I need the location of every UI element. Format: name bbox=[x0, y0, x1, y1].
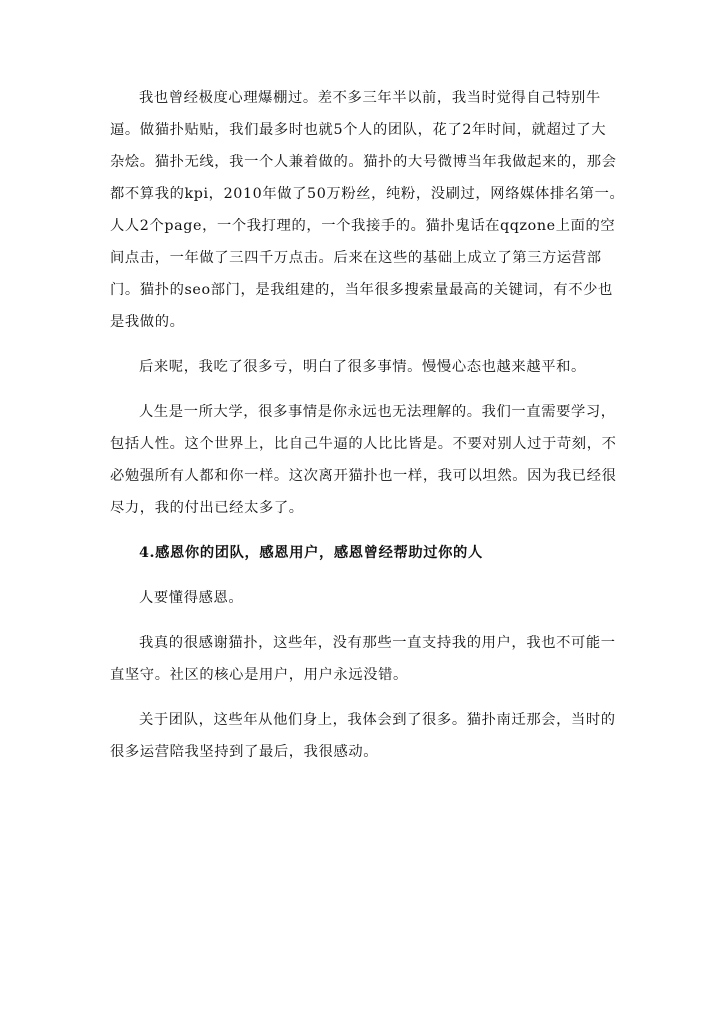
paragraph bbox=[110, 582, 614, 614]
text-line: 我真的很感谢猫扑，这些年，没有那些一直支持我的用户，我也不可能一 bbox=[139, 635, 616, 651]
text-line: 直坚守。社区的核心是用户，用户永远没错。 bbox=[110, 667, 408, 683]
text-line: 逼。做猫扑贴贴，我们最多时也就5个人的团队，花了2年时间，就超过了大 bbox=[110, 122, 607, 138]
document-body bbox=[110, 82, 625, 768]
paragraph bbox=[110, 396, 617, 524]
heading-line: 4.感恩你的团队，感恩用户，感恩曾经帮助过你的人 bbox=[139, 545, 483, 561]
text-line: 必勉强所有人都和你一样。这次离开猫扑也一样，我可以坦然。因为我已经很 bbox=[110, 468, 617, 484]
text-line: 门。猫扑的seo部门，是我组建的，当年很多搜索量最高的关键词，有不少也 bbox=[110, 282, 613, 298]
text-line: 是我做的。 bbox=[110, 314, 185, 330]
text-line: 关于团队，这些年从他们身上，我体会到了很多。猫扑南迁那会，当时的 bbox=[139, 712, 616, 728]
text-line: 都不算我的kpi，2010年做了50万粉丝，纯粉，没刷过，网络媒体排名第一。 bbox=[110, 186, 625, 202]
text-line: 尽力，我的付出已经太多了。 bbox=[110, 500, 304, 516]
text-line: 人人2个page，一个我打理的，一个我接手的。猫扑鬼话在qqzone上面的空 bbox=[110, 218, 616, 234]
text-line: 间点击，一年做了三四千万点击。后来在这些的基础上成立了第三方运营部 bbox=[110, 250, 602, 266]
text-line: 包括人性。这个世界上，比自己牛逼的人比比皆是。不要对别人过于苛刻，不 bbox=[110, 436, 617, 452]
paragraph bbox=[110, 82, 625, 338]
text-line: 我也曾经极度心理爆棚过。差不多三年半以前，我当时觉得自己特别牛 bbox=[139, 90, 601, 106]
text-line: 人要懂得感恩。 bbox=[139, 590, 244, 606]
section-heading bbox=[110, 537, 614, 569]
text-line: 后来呢，我吃了很多亏，明白了很多事情。慢慢心态也越来越平和。 bbox=[139, 359, 586, 375]
paragraph bbox=[110, 627, 614, 691]
text-line: 杂烩。猫扑无线，我一个人兼着做的。猫扑的大号微博当年我做起来的，那会 bbox=[110, 154, 617, 170]
paragraph bbox=[110, 351, 614, 383]
paragraph bbox=[110, 704, 614, 768]
text-line: 人生是一所大学，很多事情是你永远也无法理解的。我们一直需要学习， bbox=[139, 404, 616, 420]
text-line: 很多运营陪我坚持到了最后，我很感动。 bbox=[110, 744, 379, 760]
